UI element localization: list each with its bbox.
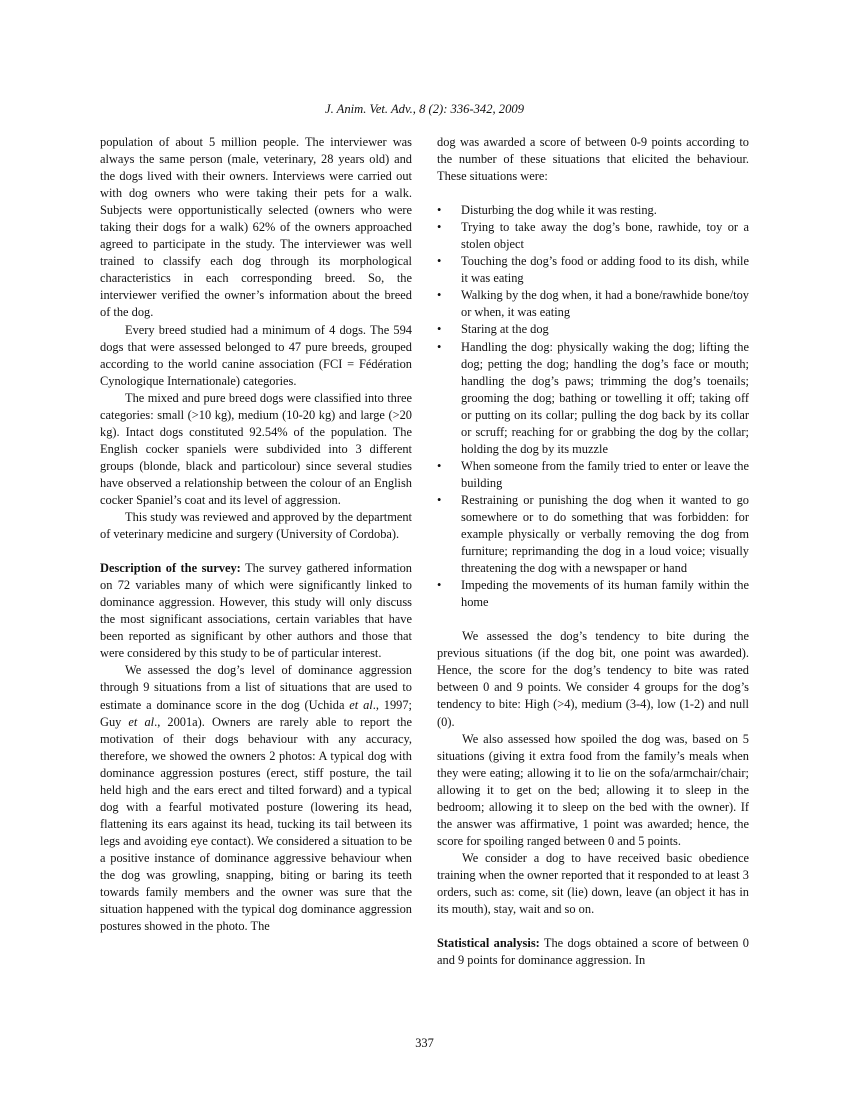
list-item-text: Walking by the dog when, it had a bone/rawhide bone/toy or when, it was eating: [461, 288, 749, 320]
bullet-icon: •: [437, 339, 442, 354]
list-item: [437, 219, 749, 253]
list-item-text: Restraining or punishing the dog when it wanted to go somewhere or to do something that was forbidden: for example physically or verbally removing the dog from furniture; reprimanding the dog in a loud voice; visually threatening the dog with a newspaper or hand: [461, 492, 749, 576]
paragraph: The mixed and pure breed dogs were classified into three categories: small (>10 kg), medium (10-20 kg) and large (>20 kg). Intact dogs constituted 92.54% of the population. The English cocker spaniels were subdivided into 3 different groups (blonde, black and particolour) since several studies have observed a relationship between the colour of an English cocker Spaniel’s coat and its level of aggression.: [100, 390, 412, 507]
section-heading: Statistical analysis:: [437, 936, 540, 951]
list-item: [437, 321, 749, 338]
bullet-icon: •: [437, 492, 442, 507]
paragraph-text: The survey gathered information on 72 variables many of which were significantly linked to dominance aggression. However, this study will only discuss the most significant associations, certain variables that have been reported as significant by other authors and those that were considered by this study to be of particular interest.: [100, 561, 412, 661]
paragraph-gap: [100, 543, 412, 560]
paragraph: population of about 5 million people. The interviewer was always the same person (male, veterinary, 28 years old) and the dogs lived with their owners. Interviews were carried out with dog owners who were taking their pets for a walk. Subjects were opportunistically selected (owners who were taking their dogs for a walk) 62% of the owners approached agreed to participate in the study. The interviewer was well trained to classify each dog through its morphological characteristics in each corresponding breed. So, the interviewer verified the owner’s information about the breed of the dog.: [100, 135, 412, 320]
list-item: [437, 253, 749, 287]
list-item: [437, 458, 749, 492]
list-item-text: Staring at the dog: [461, 322, 549, 337]
bullet-icon: •: [437, 578, 442, 593]
list-item-text: When someone from the family tried to enter or leave the building: [461, 458, 749, 490]
paragraph-statistical-analysis: [437, 935, 749, 969]
bullet-icon: •: [437, 288, 442, 303]
paragraph-gap: [437, 185, 749, 202]
bullet-icon: •: [437, 203, 442, 218]
paragraph-survey-description: [100, 560, 412, 662]
paragraph-text: ., 2001a). Owners are rarely able to report the motivation of their dogs behaviour with any accuracy, therefore, we showed the owners 2 photos: A typical dog with dominance aggression postures (erect, stiff posture, the tail held high and the ears erect and tilted forward) and a typical dog with a fearful motivated posture (lowering its head, flattening its ears against its head, tucking its tail between its legs and avoiding eye contact). We considered a situation to be a positive instance of dominance aggressive behaviour when the dog was growling, snapping, biting or baring its teeth towards family members and the owner was sure that the situation happened with the typical dog dominance aggression postures showed in the photo. The: [100, 714, 412, 934]
paragraph: dog was awarded a score of between 0-9 points according to the number of these situations that elicited the behaviour. These situations were:: [437, 135, 749, 184]
list-item-text: Handling the dog: physically waking the dog; lifting the dog; petting the dog; handling the dog’s face or mouth; handling the dog’s paws; trimming the dog’s toenails; grooming the dog; bathing or towelling it off; taking off or putting on its collar; pulling the dog back by its collar or scruff; reaching for or grabbing the dog by the collar; holding the dog by its muzzle: [461, 339, 749, 456]
situations-list: [437, 202, 749, 611]
paragraph: We assessed the dog’s tendency to bite during the previous situations (if the dog bit, one point was awarded). Hence, the score for the dog’s tendency to bite was rated between 0 and 9 points. We consider 4 groups for the dog’s tendency to bite: High (>4), medium (3-4), low (1-2) and null (0).: [437, 629, 749, 729]
list-item: [437, 287, 749, 321]
bullet-icon: •: [437, 254, 442, 269]
paragraph: This study was reviewed and approved by the department of veterinary medicine and surgery (University of Cordoba).: [100, 510, 412, 542]
paragraph: We consider a dog to have received basic obedience training when the owner reported that it responded to at least 3 orders, such as: come, sit (lie) down, leave (an object it has in its mouth), stay, wait and so on.: [437, 850, 749, 917]
list-item-text: Touching the dog’s food or adding food to its dish, while it was eating: [461, 254, 749, 286]
list-item: [437, 577, 749, 611]
paragraph: Every breed studied had a minimum of 4 dogs. The 594 dogs that were assessed belonged to 47 pure breeds, grouped according to the world canine association (FCI = Fédération Cynologique Internationale) categories.: [100, 322, 412, 388]
section-heading: Description of the survey:: [100, 561, 241, 576]
list-item-text: Disturbing the dog while it was resting.: [461, 203, 657, 218]
page-number: 337: [415, 1036, 434, 1050]
bullet-icon: •: [437, 458, 442, 473]
bullet-icon: •: [437, 322, 442, 337]
paragraph-assessment: [100, 662, 412, 935]
bullet-icon: •: [437, 220, 442, 235]
et-al: et al: [128, 714, 155, 729]
paragraph-text: We assessed the dog’s level of dominance aggression through 9 situations from a list of situations that are used to estimate a dominance score in the dog (Uchida: [100, 663, 412, 712]
paragraph-text: ., 1997; Guy: [100, 697, 412, 729]
paragraph-text: The dogs obtained a score of between 0 and 9 points for dominance aggression. In: [437, 936, 749, 968]
list-item: [437, 202, 749, 219]
list-item-text: Trying to take away the dog’s bone, rawhide, toy or a stolen object: [461, 220, 749, 252]
et-al: et al: [349, 697, 373, 712]
list-item-text: Impeding the movements of its human family within the home: [461, 578, 749, 610]
paragraph-gap: [437, 918, 749, 935]
right-column: [437, 134, 749, 969]
paragraph: We also assessed how spoiled the dog was, based on 5 situations (giving it extra food from the family’s meals when they were eating; allowing it to lie on the sofa/armchair/chair; allowing it to get on the bed; allowing it to sleep in the bedroom; allowing it to sleep on the bed with the owner). If the answer was affirmative, 1 point was awarded; hence, the score for spoiling ranged between 0 and 5 points.: [437, 731, 749, 848]
left-column: [100, 134, 412, 935]
list-item: [437, 339, 749, 458]
running-header: J. Anim. Vet. Adv., 8 (2): 336-342, 2009: [324, 102, 524, 116]
paragraph-gap: [437, 611, 749, 628]
list-item: [437, 492, 749, 577]
